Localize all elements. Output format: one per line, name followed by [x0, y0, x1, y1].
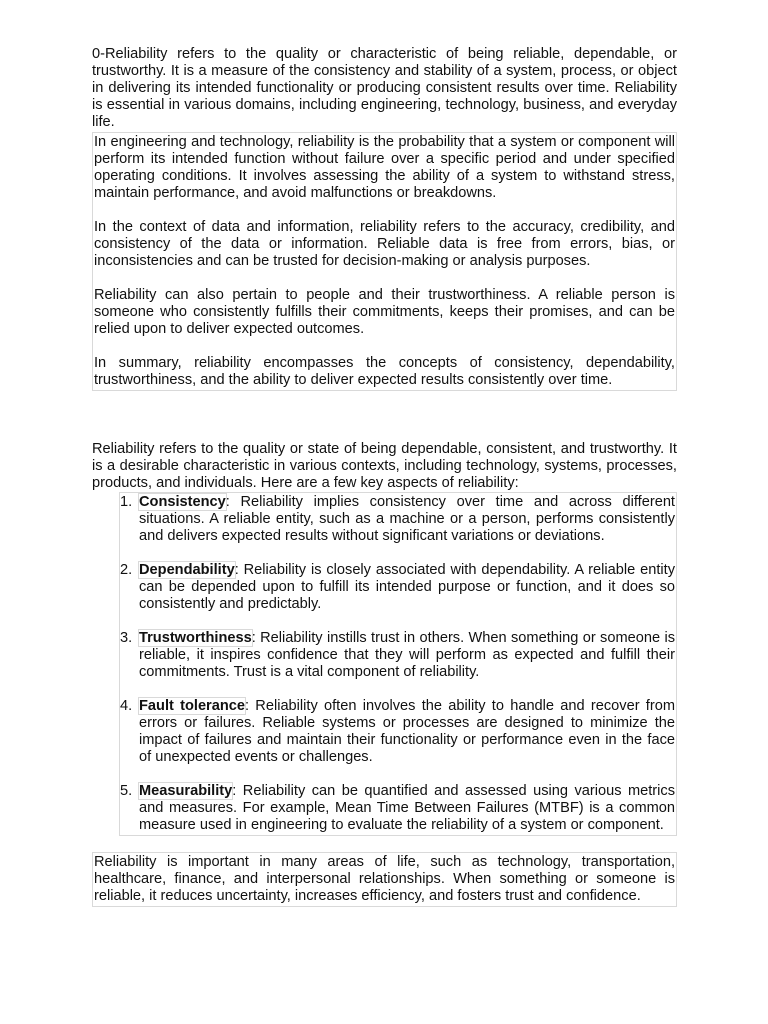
conclusion-box	[92, 852, 677, 907]
list-item-term: Consistency	[139, 494, 226, 510]
list-item-number: 5.	[120, 783, 133, 799]
list-item	[120, 494, 675, 545]
key-aspects-box	[119, 492, 677, 836]
list-item-term: Dependability	[139, 562, 235, 578]
list-item-term: Trustworthiness	[139, 630, 252, 646]
list-item	[120, 783, 675, 834]
intro-paragraph-2: Reliability refers to the quality or state of being dependable, consistent, and trustworthy. It is a desirable characteristic in various contexts, including technology, systems, processes, products, and individuals. Here are a few key aspects of reliability:	[92, 441, 677, 491]
list-item-term: Measurability	[139, 783, 233, 799]
people-paragraph: Reliability can also pertain to people and their trustworthiness. A reliable person is someone who consistently fulfills their commitments, keeps their promises, and can be relied upon to deliver expected outcomes.	[94, 287, 675, 337]
summary-paragraph: In summary, reliability encompasses the concepts of consistency, dependability, trustworthiness, and the ability to deliver expected results consistently over time.	[94, 355, 675, 388]
list-item-number: 3.	[120, 630, 133, 646]
intro-paragraph-1: 0-Reliability refers to the quality or characteristic of being reliable, dependable, or trustworthy. It is a measure of the consistency and stability of a system, process, or object in delivering its intended functionality or producing consistent results over time. Reliability is essential in various domains, including engineering, technology, business, and everyday life.	[92, 46, 677, 130]
list-item-text: : Reliability is closely associated with dependability. A reliable entity can be depended upon to fulfill its intended purpose or function, and it does so consistently and predictably.	[139, 562, 675, 612]
reliability-details-box	[92, 132, 677, 391]
list-item	[120, 698, 675, 766]
list-item-text: : Reliability implies consistency over time and across different situations. A reliable entity, such as a machine or a person, performs consistently and delivers expected results without significant variations or deviations.	[139, 494, 675, 544]
list-item-text: : Reliability can be quantified and assessed using various metrics and measures. For example, Mean Time Between Failures (MTBF) is a common measure used in engineering to evaluate the reliability of a system or component.	[139, 783, 675, 833]
list-item-number: 1.	[120, 494, 133, 510]
key-aspects-list	[120, 494, 675, 834]
list-item-term: Fault tolerance	[139, 698, 245, 714]
list-item-text: : Reliability instills trust in others. When something or someone is reliable, it inspires confidence that they will perform as expected and fulfill their commitments. Trust is a vital component of reliability.	[139, 630, 675, 680]
document-page	[92, 46, 677, 907]
conclusion-paragraph: Reliability is important in many areas of life, such as technology, transportation, healthcare, finance, and interpersonal relationships. When something or someone is reliable, it reduces uncertainty, increases efficiency, and fosters trust and confidence.	[94, 854, 675, 904]
engineering-paragraph: In engineering and technology, reliability is the probability that a system or component will perform its intended function without failure over a specific period and under specified operating conditions. It involves assessing the ability of a system to withstand stress, maintain performance, and avoid malfunctions or breakdowns.	[94, 134, 675, 201]
list-item-number: 2.	[120, 562, 133, 578]
list-item	[120, 562, 675, 613]
list-item-text: : Reliability often involves the ability to handle and recover from errors or failures. Reliable systems or processes are designed to minimize the impact of failures and maintain their functionality or performance even in the face of unexpected events or challenges.	[139, 698, 675, 765]
data-information-paragraph: In the context of data and information, reliability refers to the accuracy, credibility, and consistency of the data or information. Reliable data is free from errors, bias, or inconsistencies and can be trusted for decision-making or analysis purposes.	[94, 219, 675, 269]
list-item	[120, 630, 675, 681]
list-item-number: 4.	[120, 698, 133, 714]
